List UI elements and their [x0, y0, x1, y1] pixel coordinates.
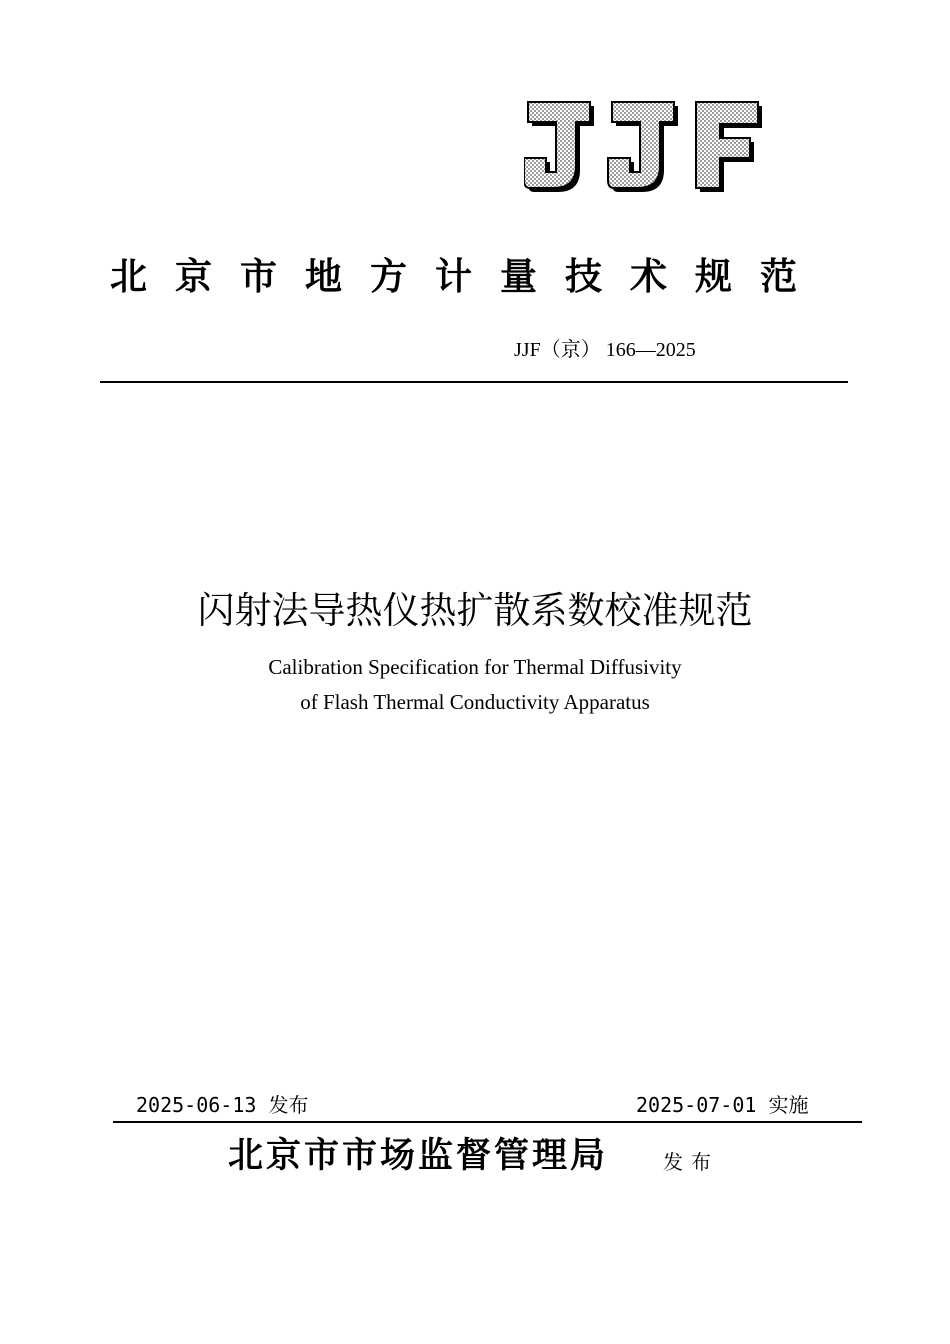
standard-number: JJF（京） 166—2025 — [514, 339, 696, 361]
publisher-action: 发布 — [663, 1150, 719, 1174]
title-chinese: 闪射法导热仪热扩散系数校准规范 — [197, 589, 753, 632]
logo-letter-j2 — [608, 102, 678, 192]
issue-date: 2025-06-13 发布 — [136, 1093, 309, 1117]
publisher-name: 北京市市场监督管理局 — [228, 1136, 609, 1176]
jjf-logo — [524, 100, 764, 200]
logo-letter-j1 — [524, 102, 594, 192]
authority-title: 北京市地方计量技术规范 — [110, 255, 825, 298]
title-english-line2: of Flash Thermal Conductivity Apparatus — [300, 690, 650, 714]
bottom-divider — [113, 1121, 862, 1123]
top-divider — [100, 381, 848, 383]
title-english-line1: Calibration Specification for Thermal Diffusivity — [268, 655, 682, 679]
implementation-date: 2025-07-01 实施 — [636, 1093, 809, 1117]
logo-letter-f — [696, 102, 762, 192]
